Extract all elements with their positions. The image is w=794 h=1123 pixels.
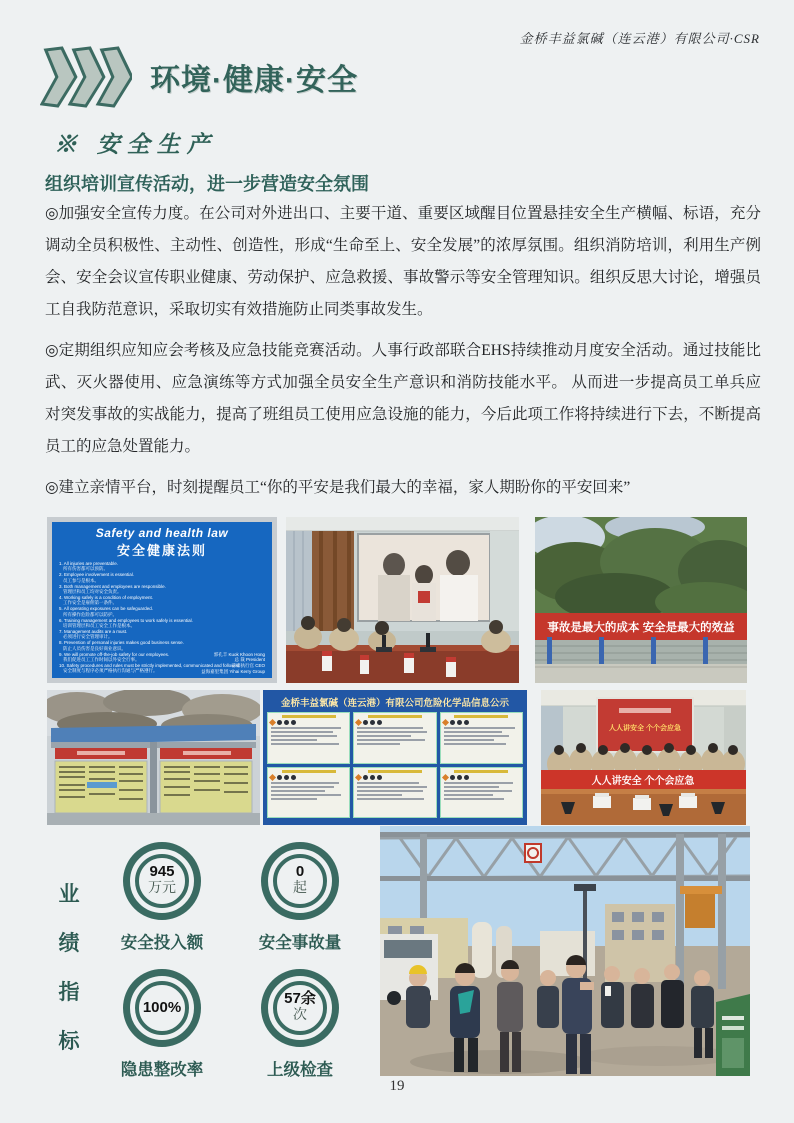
indicator-label: 隐患整改率 — [120, 1061, 204, 1079]
safety-law-sign-board — [52, 522, 272, 678]
sign-signature: 郭孔丰 Kuok Khoon Hong 总 裁 President 首席执行官 CEO 益海嘉里集团 Yihai Kerry Group — [201, 651, 265, 675]
page-number: 19 — [389, 1078, 405, 1094]
photo-bulletin-boards — [47, 690, 260, 825]
indicators-vertical-title — [40, 842, 98, 1080]
chemical-safety-card — [440, 767, 523, 819]
chemicals-card-grid — [267, 712, 523, 818]
indicator-value: 100% — [142, 998, 182, 1016]
sign-title-en: Safety and health law — [95, 526, 229, 540]
chemical-safety-card — [267, 712, 350, 764]
indicator-label: 安全事故量 — [258, 934, 342, 952]
group-banner-slogan: 人人讲安全 个个会应急 — [591, 776, 695, 787]
sign-title-zh: 安全健康法则 — [116, 543, 207, 558]
chemical-safety-card — [267, 767, 350, 819]
indicator-circle — [123, 969, 201, 1047]
photo-hazardous-chemicals-board — [263, 690, 527, 825]
indicator-item — [98, 969, 226, 1080]
vertical-title-char: 业 — [58, 883, 80, 906]
indicator-label: 上级检查 — [267, 1061, 333, 1079]
sign-rule-item: 8. Prevention of personal injuries makes good business sense. 防止人员伤害是良好商业意识。 — [59, 640, 184, 651]
sign-rule-item: 7. Management audits are a must. 必须进行安全管理审计。 — [59, 629, 128, 640]
sign-rule-item: 6. Training management and employees to work safely is essential. 培训管理层和员工安全工作是根本。 — [59, 617, 193, 628]
article-body — [45, 198, 761, 513]
fence-banner-slogan: 事故是最大的成本 安全是最大的效益 — [547, 622, 735, 634]
indicator-circle — [123, 842, 201, 920]
screen-slogan: 人人讲安全 个个会应急 — [609, 725, 681, 732]
chemical-safety-card — [353, 712, 436, 764]
sign-rule-item: 9. We will promote off-the-job safety for our employees. 我们促进员工工作时间以外安全行事。 — [59, 651, 170, 662]
photo-factory-inspection — [380, 826, 750, 1076]
chemical-safety-card — [353, 767, 436, 819]
page-banner — [40, 46, 358, 108]
sign-rule-item: 10. Safety procedures and rules must be strictly implemented, communicated and followed. 安全制度与程序必须严格执行沟通与严格遵行。 — [59, 663, 241, 674]
indicator-label: 安全投入额 — [120, 934, 204, 952]
triple-chevron-icon — [40, 46, 132, 108]
photo-fence-banner — [535, 517, 747, 683]
indicator-unit: 起 — [293, 880, 307, 896]
chemical-safety-card — [440, 712, 523, 764]
indicator-value: 945 — [149, 863, 175, 881]
indicator-unit: 万元 — [148, 880, 176, 896]
photo-group-banner — [541, 690, 746, 825]
indicator-circle — [261, 842, 339, 920]
article-subheading: 组织培训宣传活动，进一步营造安全氛围 — [45, 174, 369, 194]
photo-safety-law-sign — [47, 517, 277, 683]
vertical-title-char: 标 — [58, 1030, 80, 1053]
photo-meeting-room — [286, 517, 519, 683]
sign-rule-item: 4. Working safely is a condition of employment. 工作安全是雇佣第一条件。 — [59, 595, 153, 606]
sign-rule-item: 3. Both management and employees are responsible. 管理层和员工均对安全负责。 — [59, 583, 166, 594]
paragraph: ◎加强安全宣传力度。在公司对外进出口、主要干道、重要区域醒目位置悬挂安全生产横幅、标语，充分调动全员积极性、主动性、创造性，形成“生命至上、安全发展”的浓厚氛围。组织消防培训，利用生产例会、安全会议宣传职业健康、劳动保护、应急救援、事故警示等安全管理知识。组织反思大讨论，增强员工自我防范意识，采取切实有效措施防止同类事故发生。 — [45, 205, 761, 318]
vertical-title-char: 绩 — [58, 932, 80, 955]
sign-rule-item: 2. Employee involvement is essential. 员工参与是根本。 — [59, 572, 135, 583]
section-title: ※ 安全生产 — [54, 132, 217, 157]
indicator-item — [236, 842, 364, 953]
vertical-title-char: 指 — [58, 981, 80, 1004]
photo-row-1 — [47, 517, 747, 683]
indicator-circle — [261, 969, 339, 1047]
indicator-value: 57余 — [284, 990, 316, 1008]
photo-row-2 — [47, 690, 746, 825]
indicator-item — [98, 842, 226, 953]
header-company-name: 金桥丰益氯碱（连云港）有限公司·CSR — [519, 31, 760, 46]
chemicals-board-title: 金桥丰益氯碱（连云港）有限公司危险化学品信息公示 — [280, 698, 509, 709]
paragraph: ◎定期组织应知应会考核及应急技能竞赛活动。人事行政部联合EHS持续推动月度安全活动。通过技能比武、灭火器使用、应急演练等方式加强全员安全生产意识和消防技能水平。 从而进一步提高员工单兵应对突发事故的实战能力，提高了班组员工使用应急设施的能力，今后此项工作将持续进行下去，不断提高员工的应急处置能力。 — [45, 342, 761, 455]
paragraph: ◎建立亲情平台，时刻提醒员工“你的平安是我们最大的幸福，家人期盼你的平安回来” — [45, 479, 631, 496]
performance-indicators — [40, 842, 364, 1080]
indicator-unit: 次 — [293, 1007, 307, 1023]
sign-rule-item: 5. All operating exposures can be safeguarded. 所有操作危险都可以防护。 — [59, 606, 154, 617]
indicator-value: 0 — [295, 863, 305, 881]
page-title: 环境·健康·安全 — [150, 64, 358, 97]
sign-rule-item: 1. All injuries are preventable. 所有伤害都可以预防。 — [59, 561, 119, 572]
indicator-grid — [98, 842, 364, 1080]
indicator-item — [236, 969, 364, 1080]
